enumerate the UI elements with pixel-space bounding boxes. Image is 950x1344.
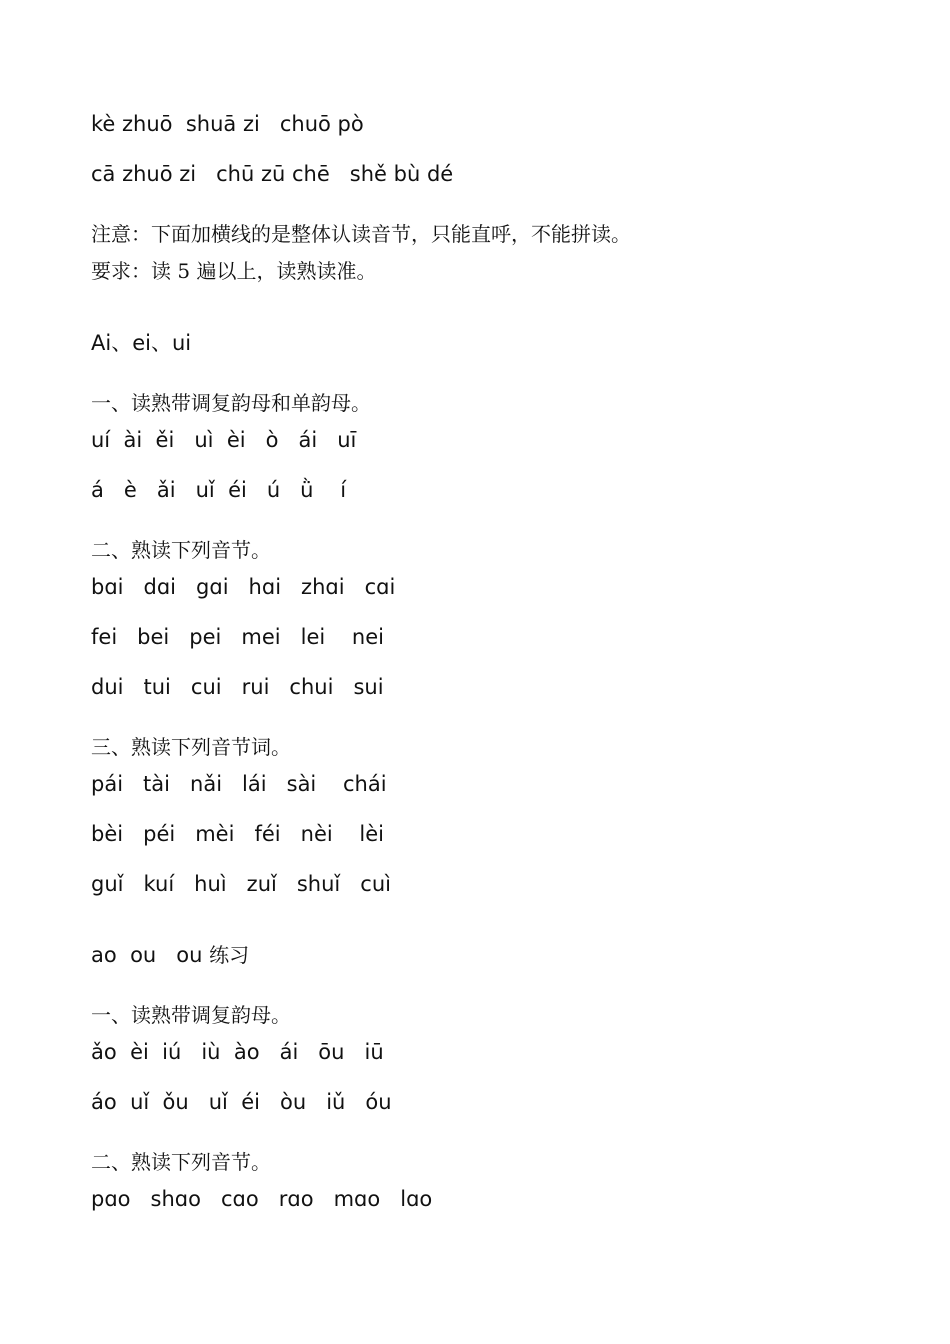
section-heading-pinyin: ao ou ou [91,943,210,967]
section-heading [91,945,249,966]
pinyin-line: ǎo èi iú iù ào ái ōu iū [91,1040,384,1064]
section-heading-chinese: 练习 [209,943,250,967]
pinyin-line: áo uǐ ǒu uǐ éi òu iǔ óu [91,1090,392,1114]
exercise-title: 一、读熟带调复韵母。 [91,1003,291,1027]
exercise-title: 一、读熟带调复韵母和单韵母。 [91,391,371,415]
pinyin-line: cā zhuō zi chū zū chē shě bù dé [91,162,454,186]
pinyin-line: pái tài nǎi lái sài chái [91,772,387,796]
requirement-text: 要求：读 5 遍以上，读熟读准。 [91,259,377,283]
pinyin-line: á è ǎi uǐ éi ú ǜ í [91,478,347,502]
note-text: 注意：下面加横线的是整体认读音节，只能直呼，不能拼读。 [91,222,631,246]
pinyin-line: fei bei pei mei lei nei [91,625,384,649]
exercise-title: 三、熟读下列音节词。 [91,735,291,759]
pinyin-line: guǐ kuí huì zuǐ shuǐ cuì [91,872,391,896]
pinyin-line: dui tui cui rui chui sui [91,675,384,699]
pinyin-line: bèi péi mèi féi nèi lèi [91,822,384,846]
exercise-title: 二、熟读下列音节。 [91,538,271,562]
pinyin-line: bɑi dɑi gɑi hɑi zhɑi cɑi [91,575,396,599]
pinyin-line: pɑo shɑo cɑo rɑo mɑo lɑo [91,1187,433,1211]
pinyin-line: uí ài ěi uì èi ò ái uī [91,428,357,452]
pinyin-line: kè zhuō shuā zi chuō pò [91,112,364,136]
exercise-title: 二、熟读下列音节。 [91,1150,271,1174]
section-heading: Ai、ei、ui [91,331,192,355]
